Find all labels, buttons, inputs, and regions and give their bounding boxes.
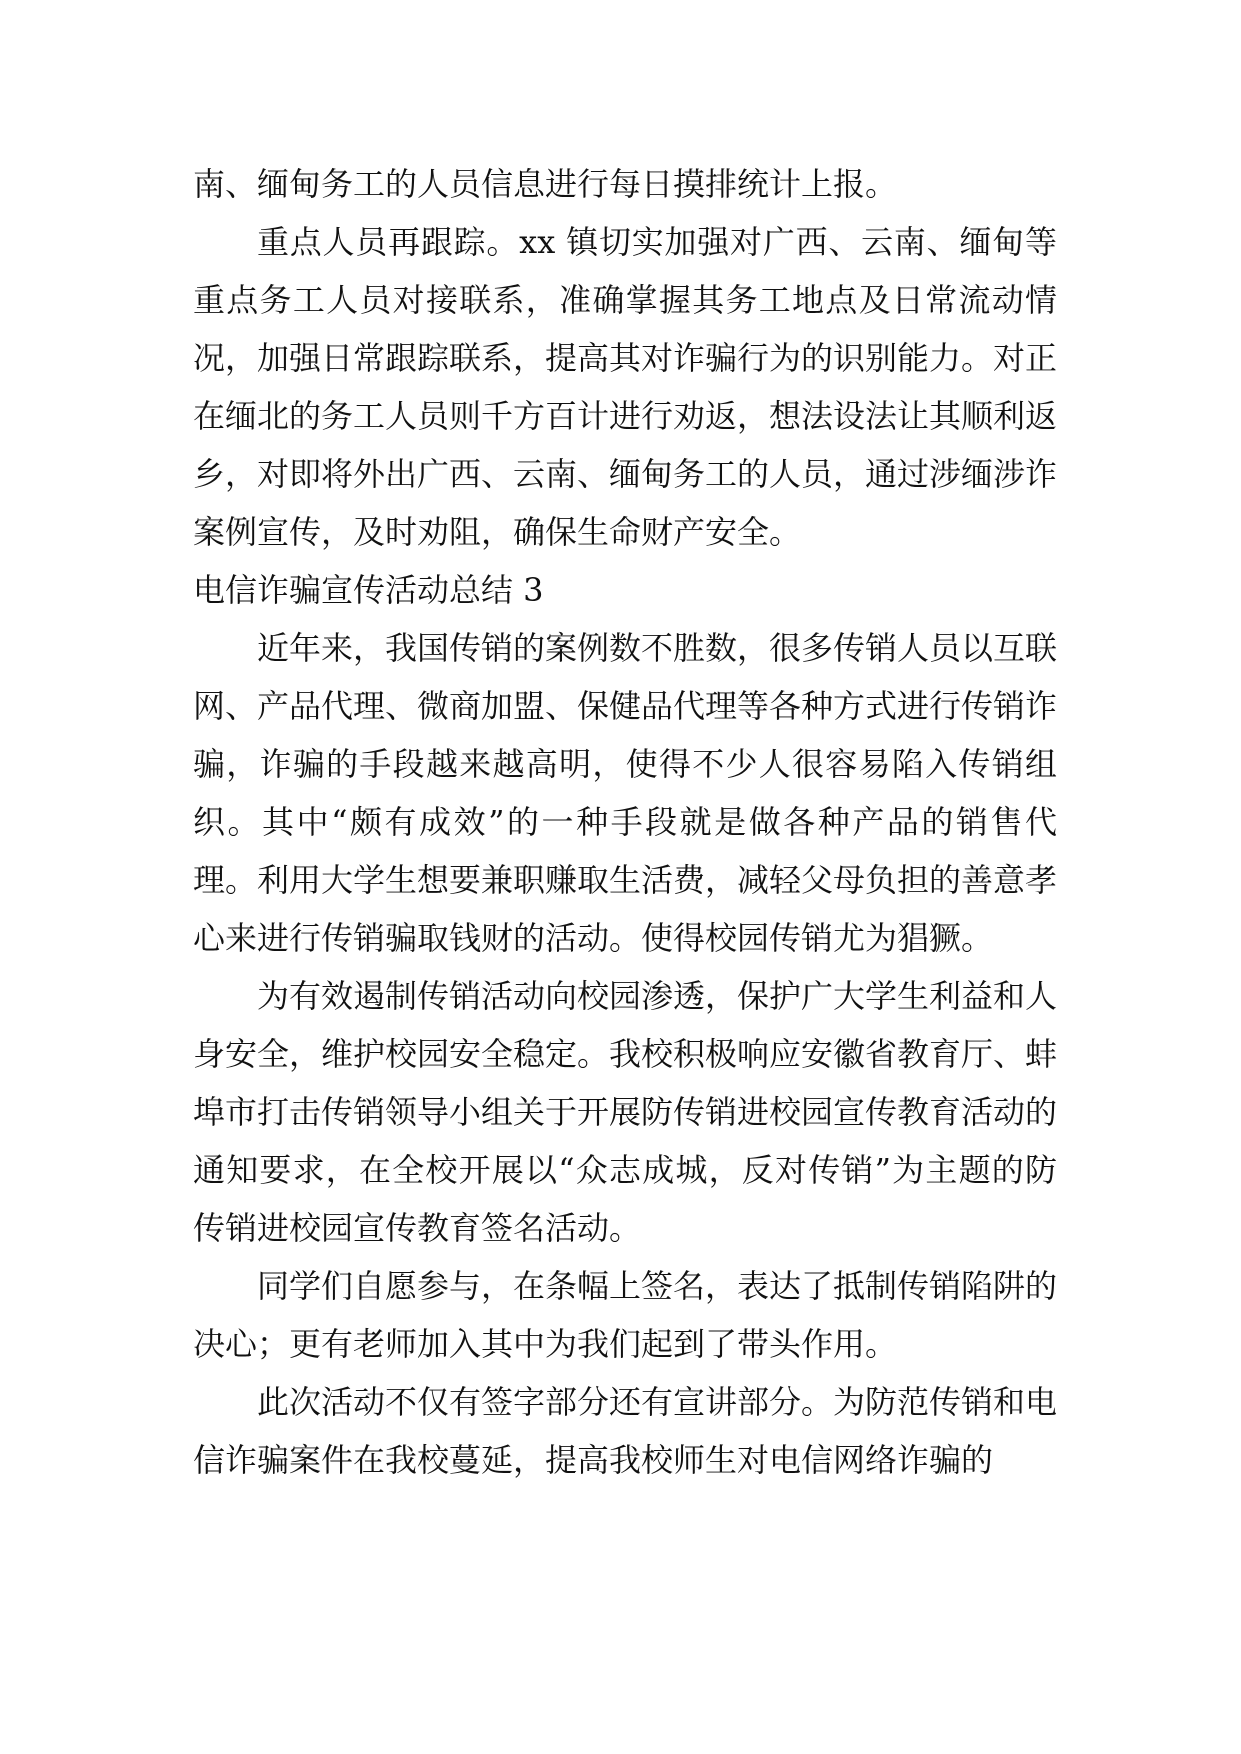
paragraph-lecture: 此次活动不仅有签字部分还有宣讲部分。为防范传销和电信诈骗案件在我校蔓延，提高我校师生对电信网络诈骗的 [193,1383,1058,1479]
document-page [193,155,1057,1489]
paragraph-key-personnel: 重点人员再跟踪。xx 镇切实加强对广西、云南、缅甸等重点务工人员对接联系，准确掌握其务工地点及日常流动情况，加强日常跟踪联系，提高其对诈骗行为的识别能力。对正在缅北的务工人员则千方百计进行劝返，想法设法让其顺利返乡，对即将外出广西、云南、缅甸务工的人员，通过涉缅涉诈案例宣传，及时劝阻，确保生命财产安全。 [193,223,1058,551]
paragraph-continuation: 南、缅甸务工的人员信息进行每日摸排统计上报。 [193,165,898,203]
paragraph-recent-years: 近年来，我国传销的案例数不胜数，很多传销人员以互联网、产品代理、微商加盟、保健品代理等各种方式进行传销诈骗，诈骗的手段越来越高明，使得不少人很容易陷入传销组织。其中“颇有成效”的一种手段就是做各种产品的销售代理。利用大学生想要兼职赚取生活费，减轻父母负担的善意孝心来进行传销骗取钱财的活动。使得校园传销尤为猖獗。 [193,629,1058,957]
paragraph-campus-campaign: 为有效遏制传销活动向校园渗透，保护广大学生利益和人身安全，维护校园安全稳定。我校积极响应安徽省教育厅、蚌埠市打击传销领导小组关于开展防传销进校园宣传教育活动的通知要求，在全校开展以“众志成城，反对传销”为主题的防传销进校园宣传教育签名活动。 [193,977,1058,1247]
section-heading: 电信诈骗宣传活动总结 3 [193,571,544,609]
paragraph-signing: 同学们自愿参与，在条幅上签名，表达了抵制传销陷阱的决心；更有老师加入其中为我们起到了带头作用。 [193,1267,1058,1363]
